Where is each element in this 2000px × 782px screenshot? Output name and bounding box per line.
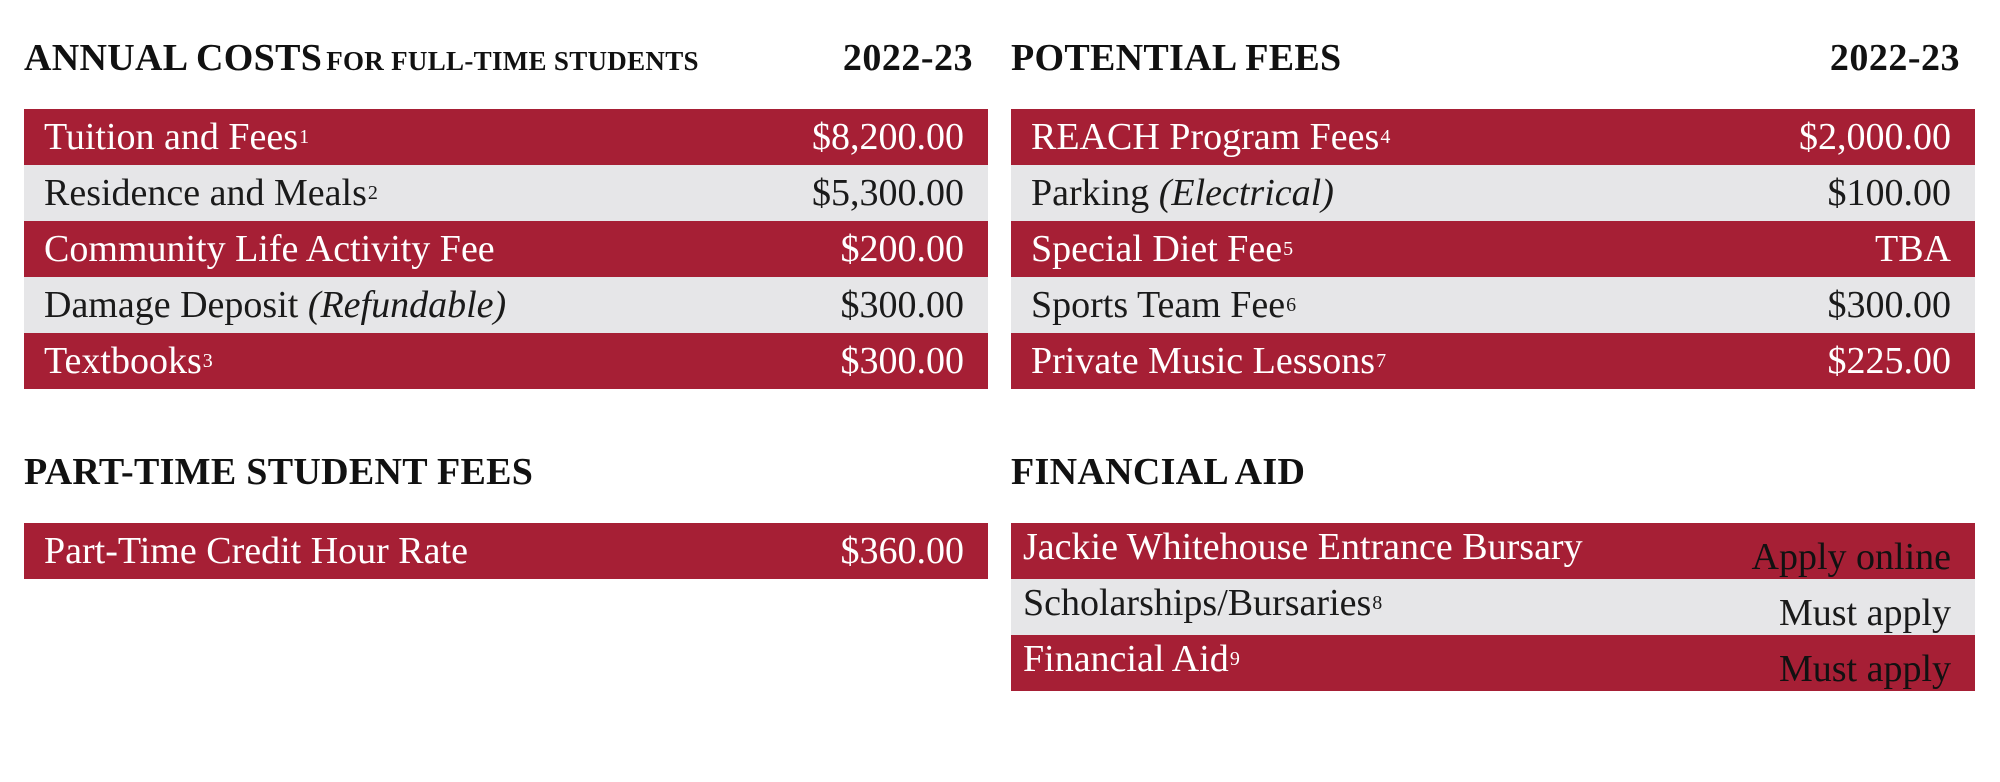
row-amount: Must apply — [1778, 648, 1951, 690]
row-amount: $2,000.00 — [1799, 116, 1951, 158]
footnote-marker: 7 — [1376, 350, 1387, 372]
potential-fees-table — [1011, 109, 1975, 389]
row-label-qualifier: (Electrical) — [1158, 172, 1334, 214]
annual-costs-title: ANNUAL COSTS — [24, 37, 323, 79]
row-amount: TBA — [1875, 228, 1951, 270]
table-row — [1011, 635, 1975, 691]
table-row — [1011, 277, 1975, 333]
row-amount: $225.00 — [1827, 340, 1951, 382]
annual-costs-subtitle: FOR FULL-TIME STUDENTS — [326, 46, 699, 76]
footnote-marker: 6 — [1286, 294, 1297, 316]
table-row — [24, 333, 988, 389]
row-label-text: Tuition and Fees — [44, 116, 299, 158]
row-label — [1023, 635, 1240, 681]
row-label — [44, 115, 309, 159]
annual-costs-header — [24, 28, 988, 88]
footnote-marker: 1 — [299, 126, 310, 148]
footnote-marker: 5 — [1283, 238, 1294, 260]
footnote-marker: 9 — [1229, 648, 1240, 670]
footnote-marker: 4 — [1380, 126, 1391, 148]
row-amount: $200.00 — [840, 228, 964, 270]
potential-fees-year: 2022-23 — [1829, 37, 1960, 79]
row-label — [44, 339, 213, 383]
row-label — [44, 227, 495, 271]
row-amount: Apply online — [1751, 536, 1951, 578]
footnote-marker: 3 — [202, 350, 213, 372]
table-row — [24, 523, 988, 579]
table-row — [1011, 523, 1975, 579]
footnote-marker: 2 — [367, 182, 378, 204]
row-label — [44, 529, 468, 573]
table-row — [1011, 221, 1975, 277]
row-label-text: Jackie Whitehouse Entrance Bursary — [1023, 526, 1583, 568]
table-row — [24, 165, 988, 221]
financial-aid-table — [1011, 523, 1975, 691]
row-label-text: Community Life Activity Fee — [44, 228, 495, 270]
table-row — [1011, 579, 1975, 635]
row-label — [44, 283, 506, 327]
table-row — [24, 277, 988, 333]
row-amount: $100.00 — [1827, 172, 1951, 214]
row-label — [1031, 227, 1293, 271]
footnote-marker: 8 — [1372, 592, 1383, 614]
row-label — [1023, 523, 1583, 569]
row-label — [1031, 171, 1334, 215]
table-row — [1011, 165, 1975, 221]
row-label-text: Financial Aid — [1023, 638, 1229, 680]
row-label-text: Part-Time Credit Hour Rate — [44, 530, 468, 572]
part-time-table — [24, 523, 988, 579]
row-amount: $300.00 — [840, 340, 964, 382]
row-label-text: Private Music Lessons — [1031, 340, 1376, 382]
row-label — [1023, 579, 1382, 625]
financial-aid-title: FINANCIAL AID — [1011, 451, 1306, 493]
potential-fees-title: POTENTIAL FEES — [1011, 37, 1342, 79]
row-label-qualifier: (Refundable) — [307, 284, 507, 326]
row-label-text: Residence and Meals — [44, 172, 367, 214]
row-label — [1031, 115, 1390, 159]
table-row — [24, 221, 988, 277]
row-amount: $8,200.00 — [812, 116, 964, 158]
row-amount: $300.00 — [840, 284, 964, 326]
potential-fees-header — [1011, 28, 1975, 88]
table-row — [1011, 333, 1975, 389]
table-row — [24, 109, 988, 165]
row-label-text: Scholarships/Bursaries — [1023, 582, 1372, 624]
row-label — [1031, 339, 1386, 383]
row-amount: $360.00 — [840, 530, 964, 572]
financial-aid-header — [1011, 442, 1975, 502]
row-label-text: Parking — [1031, 172, 1150, 214]
row-label — [1031, 283, 1296, 327]
row-label-text: Sports Team Fee — [1031, 284, 1286, 326]
part-time-header — [24, 442, 988, 502]
annual-costs-table — [24, 109, 988, 389]
row-label-text: Damage Deposit — [44, 284, 299, 326]
part-time-title: PART-TIME STUDENT FEES — [24, 451, 534, 493]
row-label — [44, 171, 378, 215]
table-row — [1011, 109, 1975, 165]
row-amount: $5,300.00 — [812, 172, 964, 214]
row-amount: $300.00 — [1827, 284, 1951, 326]
annual-costs-year: 2022-23 — [842, 37, 973, 79]
row-label-text: Special Diet Fee — [1031, 228, 1283, 270]
row-label-text: REACH Program Fees — [1031, 116, 1380, 158]
row-amount: Must apply — [1778, 592, 1951, 634]
row-label-text: Textbooks — [44, 340, 202, 382]
